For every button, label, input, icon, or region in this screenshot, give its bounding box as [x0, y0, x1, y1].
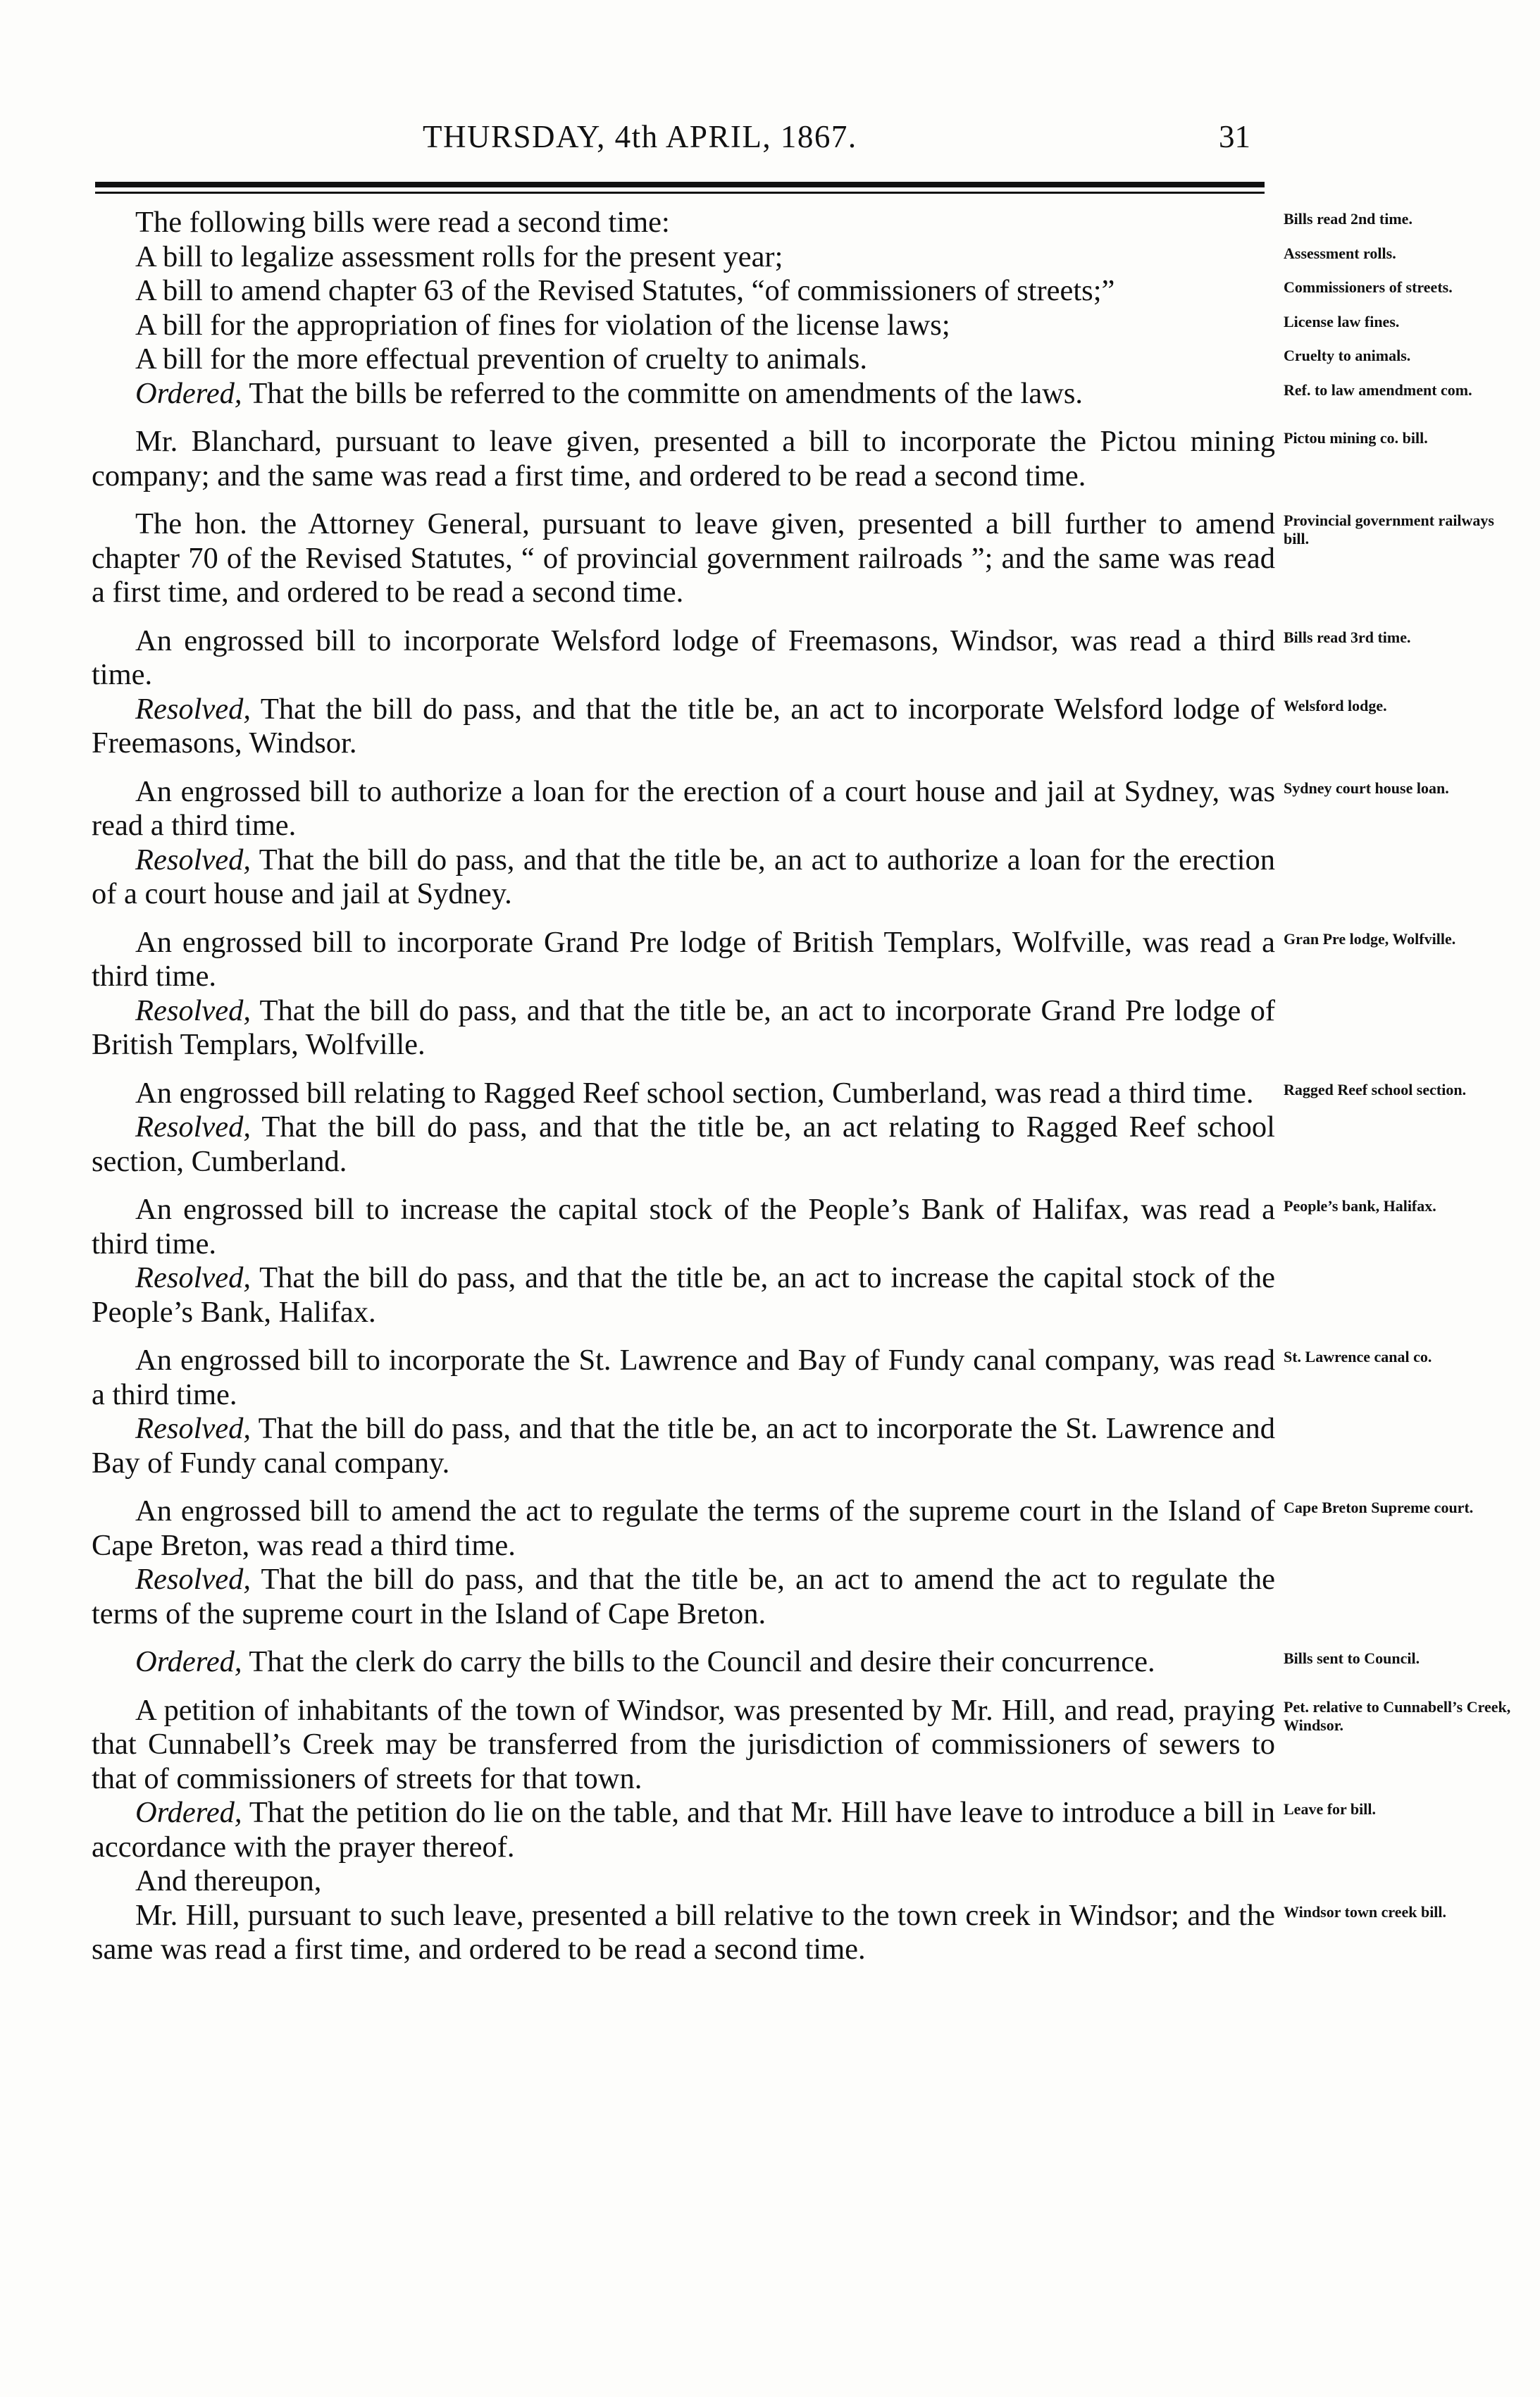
- entry-text: [92, 309, 1275, 343]
- entry-body: Mr. Blanchard, pursuant to leave given, presented a bill to incorporate the Pictou mining company; and the same was read a first time, and ordered to be read a second time.: [92, 425, 1275, 493]
- entry-body: An engrossed bill to authorize a loan for the erection of a court house and jail at Sydney, was read a third time.: [92, 774, 1275, 842]
- entry-body: Mr. Hill, pursuant to such leave, presented a bill relative to the town creek in Windsor; and the same was read a first time, and ordered to be read a second time.: [92, 1898, 1275, 1966]
- entry-text: [92, 1864, 1275, 1899]
- entry-text: [92, 624, 1275, 693]
- entry-body: An engrossed bill to incorporate the St. Lawrence and Bay of Fundy canal company, was read a third time.: [92, 1344, 1275, 1411]
- entry-text: [92, 342, 1275, 377]
- entry-lead-word: Ordered,: [135, 1796, 242, 1829]
- entry-text: [92, 507, 1275, 610]
- entry-text: [92, 1344, 1275, 1412]
- journal-entry: [92, 1412, 1529, 1480]
- margin-note: Ragged Reef school section.: [1284, 1080, 1467, 1098]
- entry-text: [92, 775, 1275, 843]
- entry-body: That the bill do pass, and that the title be, an act to incorporate Grand Pre lodge of British Templars, Wolfville.: [92, 993, 1275, 1061]
- journal-entry: [92, 309, 1529, 343]
- margin-note: Gran Pre lodge, Wolfville.: [1284, 929, 1456, 948]
- entry-text: [92, 377, 1275, 411]
- entry-body: That the bill do pass, and that the title be, an act to authorize a loan for the erection of a court house and jail at Sydney.: [92, 843, 1275, 910]
- entry-text: [92, 1899, 1275, 1967]
- entry-body: That the bill do pass, and that the title be, an act to incorporate Welsford lodge of Freemasons, Windsor.: [92, 692, 1275, 760]
- entry-lead-word: Resolved,: [135, 1261, 252, 1294]
- margin-note: Sydney court house loan.: [1284, 779, 1449, 797]
- journal-entry: [92, 693, 1529, 761]
- entry-body: That the bill do pass, and that the title be, an act to amend the act to regulate the terms of the supreme court in the Island of Cape Breton.: [92, 1563, 1275, 1630]
- journal-entry: [92, 843, 1529, 912]
- journal-entry: [92, 507, 1529, 610]
- entry-text: [92, 425, 1275, 493]
- entry-text: [92, 1796, 1275, 1864]
- entry-text: [92, 1077, 1275, 1111]
- journal-body: [92, 206, 1529, 1967]
- journal-entry: [92, 1261, 1529, 1330]
- entry-text: [92, 274, 1275, 309]
- margin-note: Provincial government railways bill.: [1284, 512, 1494, 547]
- margin-note: Pet. relative to Cunnabell’s Creek, Windsor.: [1284, 1697, 1511, 1734]
- margin-note: Pictou mining co. bill.: [1284, 429, 1428, 447]
- journal-entry: [92, 1494, 1529, 1563]
- journal-entry: [92, 240, 1529, 275]
- entry-text: [92, 994, 1275, 1063]
- margin-note: Ref. to law amendment com.: [1284, 380, 1472, 399]
- margin-note: Leave for bill.: [1284, 1800, 1376, 1818]
- entry-lead-word: Resolved,: [135, 692, 252, 726]
- margin-note: Commissioners of streets.: [1284, 278, 1453, 296]
- entry-text: [92, 693, 1275, 761]
- entry-body: An engrossed bill to increase the capital stock of the People’s Bank of Halifax, was read a third time.: [92, 1193, 1275, 1261]
- entry-text: [92, 1645, 1275, 1680]
- entry-body: An engrossed bill to incorporate Grand Pre lodge of British Templars, Wolfville, was read a third time.: [92, 925, 1275, 993]
- header-rule-thin: [95, 192, 1265, 194]
- header-rule-thick: [95, 182, 1265, 187]
- journal-entry: [92, 624, 1529, 693]
- entry-body: An engrossed bill to amend the act to regulate the terms of the supreme court in the Island of Cape Breton, was read a third time.: [92, 1494, 1275, 1562]
- margin-note: [1284, 1563, 1523, 1567]
- journal-entry: [92, 274, 1529, 309]
- entry-body: An engrossed bill to incorporate Welsford lodge of Freemasons, Windsor, was read a third time.: [92, 624, 1275, 691]
- entry-body: That the bill do pass, and that the title be, an act to increase the capital stock of the People’s Bank, Halifax.: [92, 1261, 1275, 1329]
- margin-note: [1284, 1412, 1523, 1416]
- entry-body: That the bill do pass, and that the title be, an act relating to Ragged Reef school section, Cumberland.: [92, 1110, 1275, 1178]
- entry-text: [92, 240, 1275, 275]
- journal-entry: [92, 342, 1529, 377]
- page-number: 31: [1219, 119, 1250, 154]
- margin-note: Windsor town creek bill.: [1284, 1902, 1447, 1921]
- journal-entry: [92, 206, 1529, 240]
- entry-lead-word: Ordered,: [135, 376, 242, 410]
- entry-text: [92, 1494, 1275, 1563]
- entry-lead-word: Ordered,: [135, 1645, 242, 1678]
- entry-text: [92, 206, 1275, 240]
- entry-body: That the bill do pass, and that the title be, an act to incorporate the St. Lawrence and Bay of Fundy canal company.: [92, 1412, 1275, 1480]
- entry-text: [92, 1412, 1275, 1480]
- journal-entry: [92, 1563, 1529, 1631]
- journal-entry: [92, 994, 1529, 1063]
- journal-entry: [92, 377, 1529, 411]
- entry-body: That the petition do lie on the table, and that Mr. Hill have leave to introduce a bill in accordance with the prayer thereof.: [92, 1796, 1275, 1864]
- entry-text: [92, 1694, 1275, 1797]
- margin-note: Cape Breton Supreme court.: [1284, 1499, 1474, 1516]
- journal-entry: [92, 1899, 1529, 1967]
- journal-entry: [92, 1344, 1529, 1412]
- entry-text: [92, 926, 1275, 994]
- entry-body: The following bills were read a second time:: [135, 206, 670, 239]
- entry-body: A bill for the more effectual prevention of cruelty to animals.: [135, 342, 867, 376]
- entry-body: A petition of inhabitants of the town of Windsor, was presented by Mr. Hill, and read, praying that Cunnabell’s Creek may be transferred from the jurisdiction of commissioners of sewers to that of commissioners of streets for that town.: [92, 1693, 1275, 1795]
- margin-note: Bills read 2nd time.: [1284, 210, 1412, 228]
- journal-entry: [92, 1864, 1529, 1899]
- margin-note: [1284, 994, 1523, 998]
- entry-body: That the clerk do carry the bills to the Council and desire their concurrence.: [242, 1645, 1155, 1678]
- entry-text: [92, 1193, 1275, 1261]
- entry-body: A bill to amend chapter 63 of the Revised Statutes, “of commissioners of streets;”: [135, 274, 1115, 307]
- journal-entry: [92, 926, 1529, 994]
- entry-text: [92, 1563, 1275, 1631]
- journal-entry: [92, 1645, 1529, 1680]
- journal-entry: [92, 1077, 1529, 1111]
- entry-lead-word: Resolved,: [135, 993, 252, 1027]
- entry-body: An engrossed bill relating to Ragged Reef school section, Cumberland, was read a third time.: [135, 1076, 1254, 1110]
- margin-note: Cruelty to animals.: [1284, 347, 1411, 364]
- entry-body: The hon. the Attorney General, pursuant to leave given, presented a bill further to amend chapter 70 of the Revised Statutes, “ of provincial government railroads ”; and the same was read a first time, and ordered to be read a second time.: [92, 507, 1275, 609]
- journal-entry: [92, 1796, 1529, 1864]
- margin-note: [1284, 1261, 1523, 1265]
- entry-body: And thereupon,: [135, 1864, 322, 1897]
- journal-entry: [92, 775, 1529, 843]
- margin-note: Bills sent to Council.: [1284, 1649, 1420, 1667]
- margin-note: Bills read 3rd time.: [1284, 628, 1411, 646]
- margin-note: [1284, 1110, 1523, 1115]
- entry-text: [92, 843, 1275, 912]
- entry-text: [92, 1110, 1275, 1179]
- entry-lead-word: Resolved,: [135, 1563, 252, 1596]
- journal-entry: [92, 1110, 1529, 1179]
- journal-entry: [92, 1694, 1529, 1797]
- margin-note: [1284, 1864, 1523, 1869]
- journal-entry: [92, 1193, 1529, 1261]
- entry-body: That the bills be referred to the committe on amendments of the laws.: [242, 376, 1083, 410]
- margin-note: License law fines.: [1284, 312, 1400, 330]
- header-date: THURSDAY, 4th APRIL, 1867.: [423, 119, 857, 154]
- entry-lead-word: Resolved,: [135, 1412, 252, 1445]
- page-header: [92, 118, 1275, 168]
- margin-note: [1284, 843, 1523, 848]
- entry-body: A bill for the appropriation of fines for violation of the license laws;: [135, 308, 950, 342]
- entry-lead-word: Resolved,: [135, 843, 252, 877]
- margin-note: Welsford lodge.: [1284, 696, 1387, 714]
- margin-note: People’s bank, Halifax.: [1284, 1197, 1436, 1215]
- entry-text: [92, 1261, 1275, 1330]
- margin-note: Assessment rolls.: [1284, 244, 1396, 262]
- journal-entry: [92, 425, 1529, 493]
- entry-lead-word: Resolved,: [135, 1110, 252, 1144]
- margin-note: St. Lawrence canal co.: [1284, 1348, 1432, 1365]
- entry-body: A bill to legalize assessment rolls for the present year;: [135, 240, 783, 273]
